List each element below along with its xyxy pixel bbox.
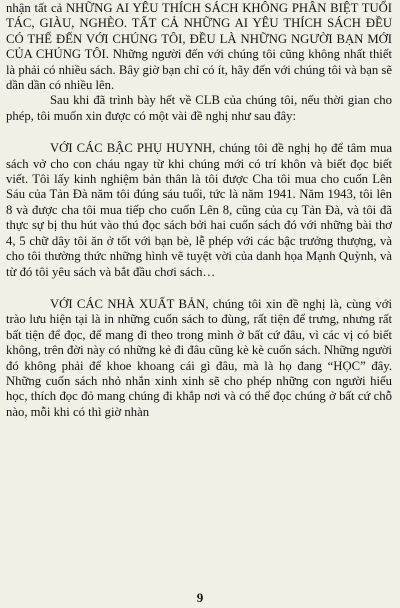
paragraph-proposals: Sau khi đã trình bày hết về CLB của chúng tôi, nếu thời gian cho phép, tôi muốn xin được có một vài đề nghị như sau đây:: [6, 93, 392, 123]
paragraph-gap: [6, 124, 392, 141]
paragraph-parents: VỚI CÁC BẬC PHỤ HUYNH, chúng tôi đề nghị họ để tâm mua sách vở cho con cháu ngay từ khi chúng mới có trí khôn và biết đọc biết viết. Tôi lấy kinh nghiệm bản thân là tôi được Cha tôi mua cho cuốn Lên Sáu của Tản Đà năm tôi đúng sáu tuổi, tức là năm 1941. Năm 1943, tôi lên 8 và được cha tôi mua tiếp cho cuốn Lên 8, cũng của cụ Tản Đà, và tôi đã thực sự bị thu hút vào thú đọc sách bởi hai cuốn sách đó với những bài thơ 4, 5 chữ dây tôi ăn ở tốt với bạn bè, lễ phép với các bậc trưởng thượng, và cho tôi thường thức những hình vẽ tuyệt vời của danh họa Mạnh Quỳnh, và từ đó tôi yêu sách và bắt đầu chơi sách…: [6, 141, 392, 279]
page-number: 9: [196, 589, 204, 605]
paragraph-publishers: VỚI CÁC NHÀ XUẤT BẢN, chúng tôi xin đề nghị là, cùng với trào lưu hiện tại là in những cuốn sách to đùng, rất tiện để trưng, nhưng rất bất tiện để đọc, để mang đi theo trong mình ở bất cứ đâu, vì các vị có biết không, trên đời này có những kẻ đi đâu cũng kè kè cuốn sách. Những người đó không phải để khoe khoang cái gì đâu, mà là họ đang “HỌC” đây. Những cuốn sách nhỏ nhắn xinh xinh sẽ cho phép những con người hiếu học, thích đọc đỏ mang chúng đi khắp nơi và có thể đọc chúng ở bất cứ chỗ nào, mỗi khi có thì giờ nhàn: [6, 296, 392, 419]
paragraph-intro: nhận tất cả NHỮNG AI YÊU THÍCH SÁCH KHÔNG PHÂN BIỆT TUỔI TÁC, GIÀU, NGHÈO. TẤT CẢ NHỮNG AI YÊU THÍCH SÁCH ĐỀU CÓ THỂ ĐẾN VỚI CHÚNG TÔI, ĐỀU LÀ NHỮNG NGƯỜI BẠN MỚI CỦA CHÚNG TÔI. Những người đến với chúng tôi cũng không nhất thiết là phải có nhiều sách. Bây giờ bạn chỉ có ít, hãy đến với chúng tôi và bạn sẽ dần dần có nhiều lên.: [6, 1, 392, 93]
paragraph-gap: [6, 280, 392, 297]
